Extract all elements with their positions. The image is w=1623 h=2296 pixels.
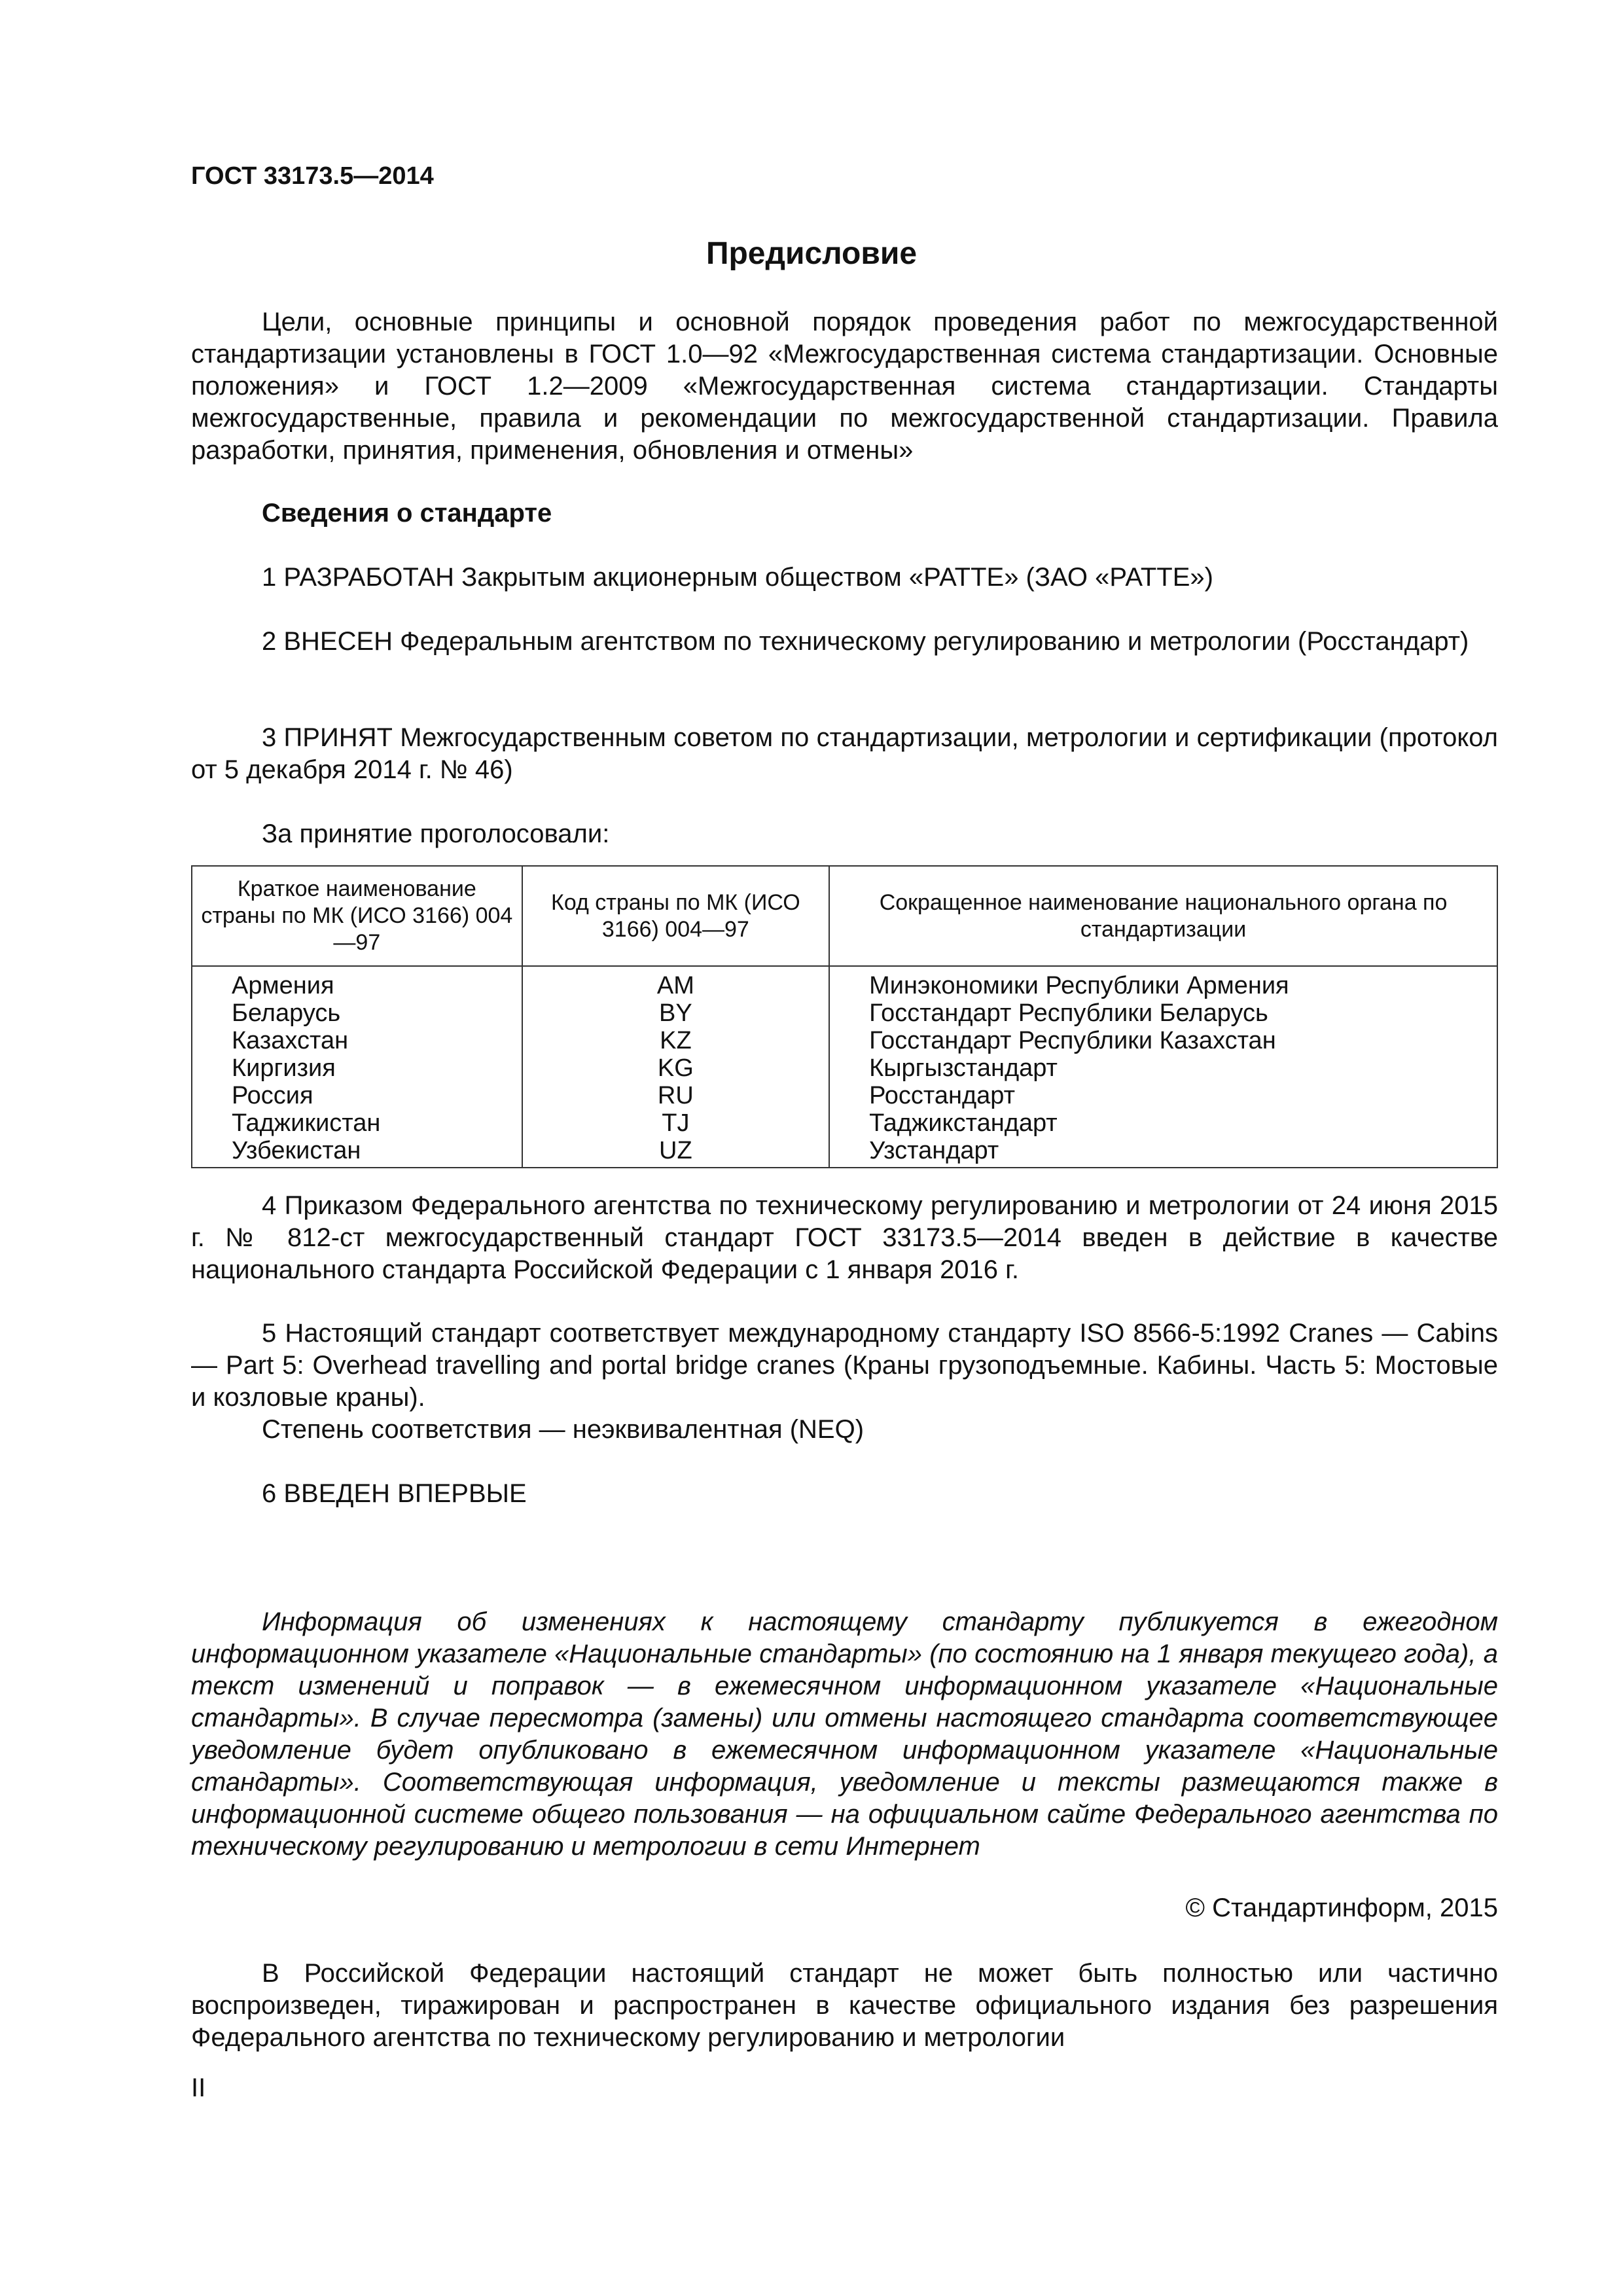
country-name-cell: Россия: [192, 1082, 522, 1109]
intro-paragraph: Цели, основные принципы и основной порядок проведения работ по межгосударственной стандартизации установлены в ГОСТ 1.0—92 «Межгосударственная система стандартизации. Основные положения» и ГОСТ 1.2—2009 «Межгосударственная система стандартизации. Стандарты межгосударственные, правила и рекомендации по межгосударственной стандартизации. Правила разработки, принятия, применения, обновления и отмены»: [191, 308, 1498, 465]
section-title: Предисловие: [705, 236, 918, 271]
table-row: [192, 1109, 1497, 1137]
table-header-row: [192, 866, 1497, 966]
reproduction-notice: В Российской Федерации настоящий стандарт не может быть полностью или частично воспроизведен, тиражирован и распространен в качестве официального издания без разрешения Федерального агентства по техническому регулированию и метрологии: [191, 1959, 1498, 2052]
copyright-line: © Стандартинформ, 2015: [1185, 1893, 1498, 1922]
national-body-cell: Росстандарт: [829, 1082, 1497, 1109]
country-name-cell: Таджикистан: [192, 1109, 522, 1137]
country-code-cell: KZ: [522, 1027, 829, 1054]
item-2-submitted: 2 ВНЕСЕН Федеральным агентством по техническому регулированию и метрологии (Росстандарт): [262, 627, 1469, 656]
country-code-cell: RU: [522, 1082, 829, 1109]
table-row: [192, 1054, 1497, 1082]
country-name-cell: Узбекистан: [192, 1137, 522, 1168]
national-body-cell: Минэкономики Республики Армения: [829, 966, 1497, 999]
national-body-cell: Госстандарт Республики Казахстан: [829, 1027, 1497, 1054]
table-row: [192, 1082, 1497, 1109]
country-code-cell: UZ: [522, 1137, 829, 1168]
country-code-cell: BY: [522, 999, 829, 1027]
header-country-name: Краткое наименование страны по МК (ИСО 3166) 004—97: [192, 866, 522, 966]
voting-countries-table: [191, 865, 1498, 1168]
table-row: [192, 1027, 1497, 1054]
national-body-cell: Кыргызстандарт: [829, 1054, 1497, 1082]
header-country-code: Код страны по МК (ИСО 3166) 004—97: [522, 866, 829, 966]
item-1-developed: 1 РАЗРАБОТАН Закрытым акционерным обществом «РАТТЕ» (ЗАО «РАТТЕ»): [262, 563, 1213, 592]
page-number: II: [191, 2073, 206, 2102]
country-name-cell: Казахстан: [192, 1027, 522, 1054]
table-row: [192, 1137, 1497, 1168]
item-5-degree: Степень соответствия — неэквивалентная (NEQ): [262, 1415, 865, 1444]
national-body-cell: Узстандарт: [829, 1137, 1497, 1168]
item-6-first-introduced: 6 ВВЕДЕН ВПЕРВЫЕ: [262, 1479, 527, 1508]
table-row: [192, 999, 1497, 1027]
document-number-header: ГОСТ 33173.5—2014: [191, 162, 434, 190]
votes-intro: За принятие проголосовали:: [262, 819, 610, 848]
table-row: [192, 966, 1497, 999]
country-code-cell: AM: [522, 966, 829, 999]
national-body-cell: Госстандарт Республики Беларусь: [829, 999, 1497, 1027]
header-national-body: Сокращенное наименование национального органа по стандартизации: [829, 866, 1497, 966]
country-name-cell: Армения: [192, 966, 522, 999]
national-body-cell: Таджикстандарт: [829, 1109, 1497, 1137]
country-code-cell: KG: [522, 1054, 829, 1082]
item-4-order: 4 Приказом Федерального агентства по техническому регулированию и метрологии от 24 июня 2015 г. № 812-ст межгосударственный стандарт ГОСТ 33173.5—2014 введен в действие в качестве национального стандарта Российской Федерации с 1 января 2016 г.: [191, 1191, 1498, 1284]
item-5-correspondence: 5 Настоящий стандарт соответствует международному стандарту ISO 8566-5:1992 Cranes — Cabins — Part 5: Overhead travelling and portal bridge cranes (Краны грузоподъемные. Кабины. Часть 5: Мостовые и козловые краны).: [191, 1319, 1498, 1412]
country-code-cell: TJ: [522, 1109, 829, 1137]
country-name-cell: Беларусь: [192, 999, 522, 1027]
standard-info-heading: Сведения о стандарте: [262, 499, 552, 528]
changes-notice: Информация об изменениях к настоящему стандарту публикуется в ежегодном информационном указателе «Национальные стандарты» (по состоянию на 1 января текущего года), а текст изменений и поправок — в ежемесячном информационном указателе «Национальные стандарты». В случае пересмотра (замены) или отмены настоящего стандарта соответствующее уведомление будет опубликовано в ежемесячном информационном указателе «Национальные стандарты». Соответствующая информация, уведомление и тексты размещаются также в информационной системе общего пользования — на официальном сайте Федерального агентства по техническому регулированию и метрологии в сети Интернет: [191, 1607, 1498, 1861]
item-3-adopted: 3 ПРИНЯТ Межгосударственным советом по стандартизации, метрологии и сертификации (протокол от 5 декабря 2014 г. № 46): [191, 723, 1498, 784]
country-name-cell: Киргизия: [192, 1054, 522, 1082]
